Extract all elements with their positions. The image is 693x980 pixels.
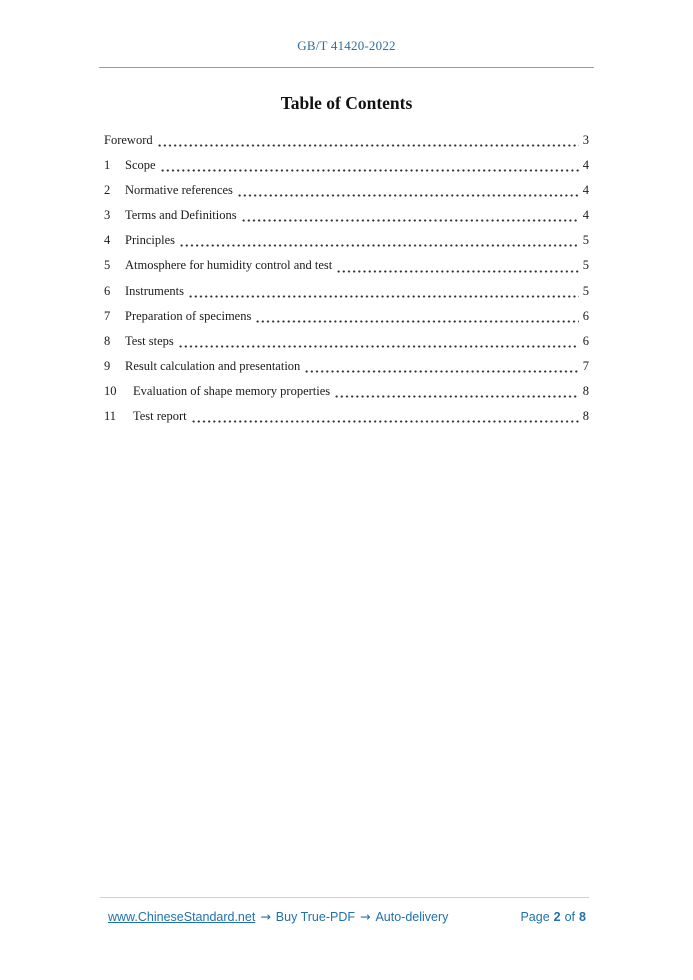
toc-entry-page: 6: [582, 308, 589, 323]
doc-number: GB/T 41420-2022: [297, 38, 396, 53]
toc-dot-leader: [178, 329, 579, 354]
toc-dot-leader: [241, 203, 579, 228]
toc-entry-label: Result calculation and presentation: [125, 358, 301, 373]
toc-dot-leader: [304, 354, 578, 379]
footer-promo: [108, 909, 448, 924]
header-divider: [99, 67, 594, 68]
toc-entry-page: 4: [582, 208, 589, 223]
toc-entry-number: 4: [104, 233, 111, 248]
toc-dot-leader: [334, 379, 579, 404]
toc-entry-page: 5: [582, 233, 589, 248]
toc-dot-leader: [188, 279, 579, 304]
toc-dot-leader: [255, 304, 578, 329]
toc-entry: [104, 329, 589, 354]
toc-entry-label: Test steps: [125, 333, 174, 348]
toc-dot-leader: [237, 178, 579, 203]
page-header: [0, 0, 693, 68]
toc-entry-page: 3: [582, 133, 589, 147]
toc-entry: [104, 228, 589, 253]
footer-delivery-text: Auto-delivery: [375, 910, 449, 924]
toc-entry-page: 5: [582, 258, 589, 273]
toc-entry-label: Evaluation of shape memory properties: [133, 383, 331, 398]
page-footer: [0, 897, 693, 924]
toc-entry-number: 3: [104, 208, 111, 223]
toc-entry: [104, 279, 589, 304]
arrow-icon: →: [359, 909, 371, 924]
toc-entry: [104, 203, 589, 228]
toc-entry-number: 10: [104, 383, 117, 398]
toc-dot-leader: [191, 404, 579, 429]
page-title: Table of Contents: [280, 93, 413, 113]
footer-buy-text: Buy True-PDF: [275, 910, 355, 924]
toc-entry: [104, 379, 589, 404]
footer-divider: [100, 897, 589, 898]
toc-entry-label: Atmosphere for humidity control and test: [125, 258, 333, 273]
page-indicator-label: Page: [520, 910, 550, 924]
toc-entry-number: 9: [104, 358, 111, 373]
toc-entry-page: 7: [582, 358, 589, 373]
toc-entry-label: Preparation of specimens: [125, 308, 252, 323]
page-indicator-current: 2: [553, 910, 561, 924]
page-indicator-total: 8: [579, 910, 586, 924]
toc-entry-number: 5: [104, 258, 111, 273]
toc-entry-label: Principles: [125, 233, 175, 248]
toc-entry: [104, 404, 589, 429]
toc-list: [104, 128, 589, 429]
arrow-icon: →: [260, 909, 271, 924]
toc-entry-number: 1: [104, 158, 111, 173]
toc-entry: [104, 178, 589, 203]
toc-entry-label: Scope: [125, 158, 156, 173]
toc-entry-page: 4: [582, 158, 589, 173]
toc-entry-number: 2: [104, 183, 111, 198]
toc-dot-leader: [160, 153, 579, 178]
toc-entry-number: 6: [104, 283, 111, 298]
page-indicator: [518, 910, 588, 924]
toc-entry: [104, 128, 589, 153]
toc-entry-page: 8: [582, 409, 589, 424]
toc-entry-number: 7: [104, 308, 111, 323]
toc-entry-label: Foreword: [104, 133, 153, 147]
toc-entry: [104, 153, 589, 178]
toc-entry-page: 4: [582, 183, 589, 198]
toc-entry-label: Instruments: [125, 283, 185, 298]
website-link[interactable]: www.ChineseStandard.net: [108, 910, 256, 924]
toc-entry-page: 6: [582, 333, 589, 348]
toc-dot-leader: [336, 253, 578, 278]
toc-entry-number: 8: [104, 333, 111, 348]
toc-entry: [104, 304, 589, 329]
toc-entry-page: 5: [582, 283, 589, 298]
toc-dot-leader: [157, 128, 579, 153]
toc-entry-label: Normative references: [125, 183, 233, 198]
toc-entry-label: Terms and Definitions: [125, 208, 237, 223]
page-indicator-of: of: [564, 910, 576, 924]
toc-entry: [104, 253, 589, 278]
toc-entry-page: 8: [582, 383, 589, 398]
toc-entry: [104, 354, 589, 379]
toc-dot-leader: [179, 228, 579, 253]
toc-entry-label: Test report: [133, 409, 187, 424]
toc-entry-number: 11: [104, 409, 117, 424]
